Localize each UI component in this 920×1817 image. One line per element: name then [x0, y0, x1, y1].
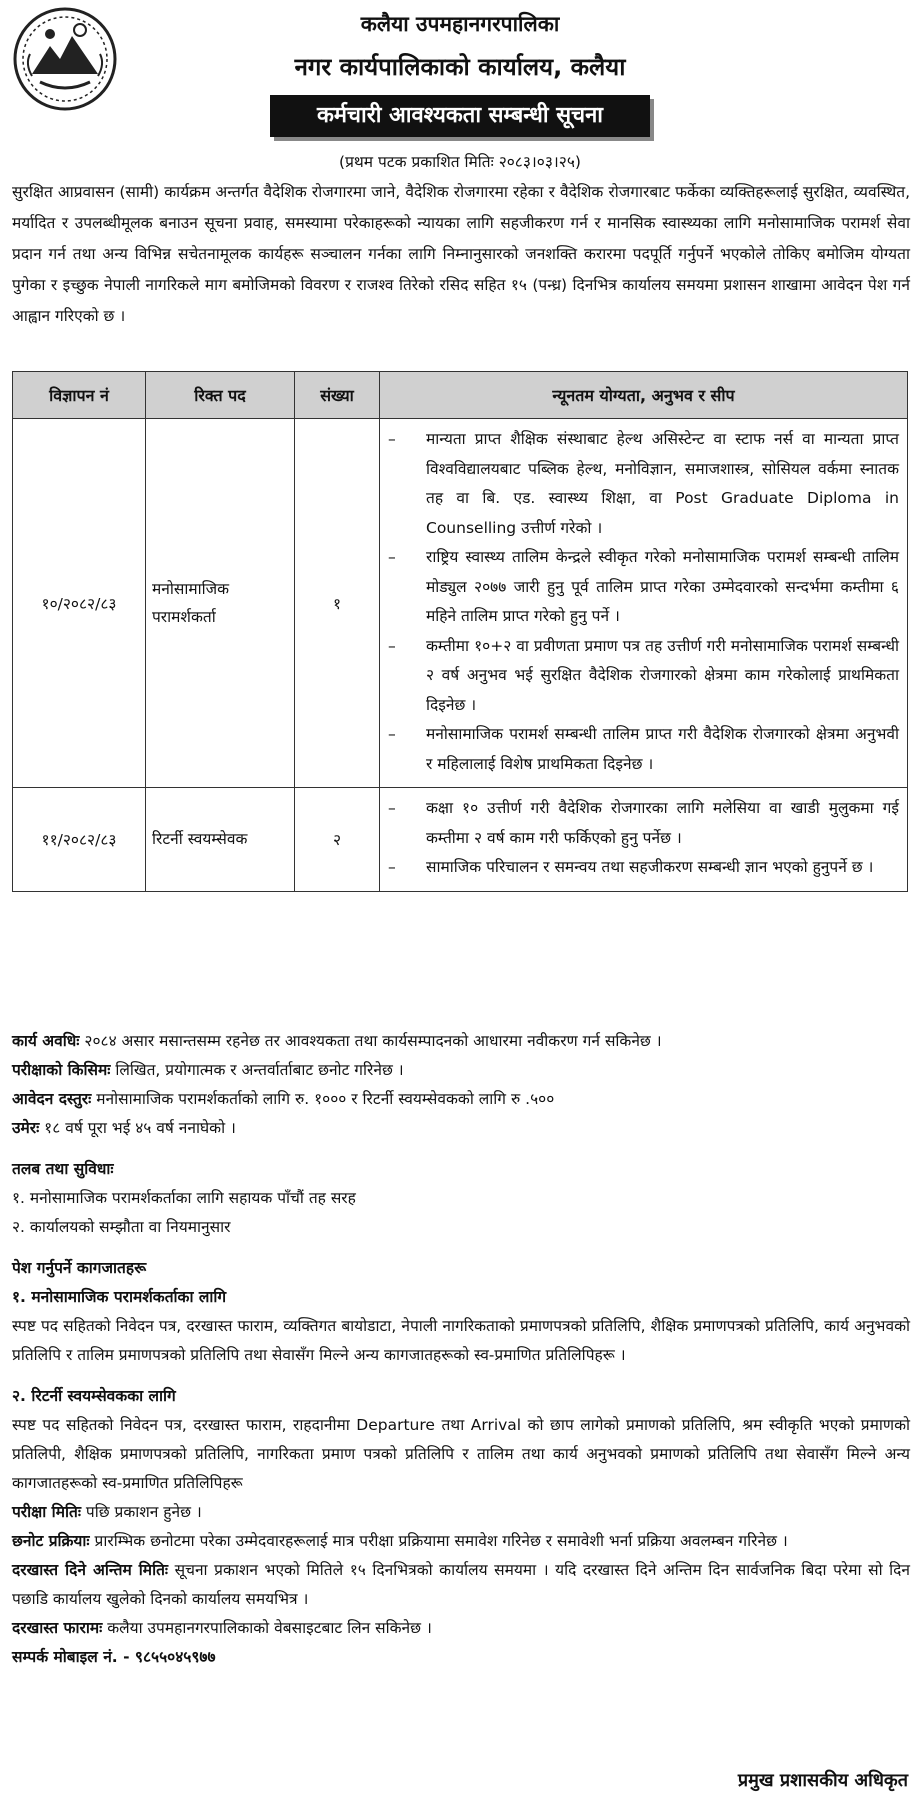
table-row	[13, 788, 908, 892]
header-post: रिक्त पद	[146, 372, 295, 419]
qualification-cell	[380, 788, 908, 892]
exam-type: परीक्षाको किसिमः लिखित, प्रयोगात्मक र अन्तर्वार्ताबाट छनोट गरिनेछ ।	[12, 1061, 404, 1079]
qualification-item: – कक्षा १० उत्तीर्ण गरी वैदेशिक रोजगारका लागि मलेसिया वा खाडी मुलुकमा गई कम्तीमा २ वर्ष काम गरी फर्किएको हुनु पर्नेछ ।	[388, 799, 899, 847]
municipality-name: कलैया उपमहानगरपालिका	[360, 12, 560, 36]
documents-1-title: १. मनोसामाजिक परामर्शकर्ताका लागि	[12, 1288, 227, 1306]
selection-process: छनोट प्रक्रियाः प्रारम्भिक छनोटमा परेका उम्मेदवारहरूलाई मात्र परीक्षा प्रक्रियामा समावेश गरिनेछ र समावेशी भर्ना प्रक्रिया अवलम्बन गरिनेछ ।	[12, 1532, 788, 1550]
age-limit: उमेरः १८ वर्ष पूरा भई ४५ वर्ष ननाघेको ।	[12, 1119, 236, 1137]
contact-mobile: सम्पर्क मोबाइल नं. - ९८५५०४५९७७	[12, 1648, 216, 1666]
qualification-item: – मनोसामाजिक परामर्श सम्बन्धी तालिम प्राप्त गरी वैदेशिक रोजगारको क्षेत्रमा अनुभवी र महिलालाई विशेष प्राथमिकता दिइनेछ ।	[388, 725, 899, 773]
count-cell: २	[295, 788, 380, 892]
ad-no-cell: ११/२०८२/८३	[13, 788, 146, 892]
salary-item: १. मनोसामाजिक परामर्शकर्ताका लागि सहायक पाँचौं तह सरह	[12, 1189, 356, 1207]
documents-heading: पेश गर्नुपर्ने कागजातहरू	[12, 1259, 147, 1277]
qualification-cell	[380, 419, 908, 788]
work-duration: कार्य अवधिः २०८४ असार मसान्तसम्म रहनेछ तर आवश्यकता तथा कार्यसम्पादनको आधारमा नवीकरण गर्न सकिनेछ ।	[12, 1032, 662, 1050]
application-fee: आवेदन दस्तुरः मनोसामाजिक परामर्शकर्ताको लागि रु. १००० र रिटर्नी स्वयम्सेवकको लागि रु .५००	[12, 1090, 555, 1108]
intro-paragraph: सुरक्षित आप्रवासन (सामी) कार्यक्रम अन्तर्गत वैदेशिक रोजगारमा जाने, वैदेशिक रोजगारमा रहेका र वैदेशिक रोजगारबाट फर्केका व्यक्तिहरूलाई सुरक्षित, व्यवस्थित, मर्यादित र उपलब्धीमूलक बनाउन सूचना प्रवाह, समस्यामा परेकाहरूको न्यायका लागि सहजीकरण गर्न र मानसिक स्वास्थ्यका लागि मनोसामाजिक परामर्श सेवा प्रदान गर्न तथा अन्य विभिन्न सचेतनामूलक कार्यहरू सञ्चालन गर्नका लागि निम्नानुसारको जनशक्ति करारमा पदपूर्ति गर्नुपर्ने भएकोले तोकिए बमोजिम योग्यता पुगेका र इच्छुक नेपाली नागरिकले माग बमोजिमको विवरण र राजश्व तिरेको रसिद सहित १५ (पन्ध्र) दिनभित्र कार्यालय समयमा प्रशासन शाखामा आवेदन पेश गर्न आह्वान गरिएको छ ।	[12, 183, 910, 325]
salary-item: २. कार्यालयको सम्झौता वा नियमानुसार	[12, 1218, 231, 1236]
vacancy-table	[12, 371, 908, 892]
documents-2-title: २. रिटर्नी स्वयम्सेवकका लागि	[12, 1387, 176, 1405]
post-cell: रिटर्नी स्वयम्सेवक	[146, 788, 295, 892]
notice-title-banner: कर्मचारी आवश्यकता सम्बन्धी सूचना	[270, 95, 650, 137]
documents-1-text: स्पष्ट पद सहितको निवेदन पत्र, दरखास्त फाराम, व्यक्तिगत बायोडाटा, नेपाली नागरिकताको प्रमाणपत्रको प्रतिलिपि, शैक्षिक प्रमाणपत्रको प्रतिलिपि, कार्य अनुभवको प्रतिलिपि र तालिम प्रमाणपत्रको प्रतिलिपि तथा सेवासँग मिल्ने अन्य कागजातहरूको स्व-प्रमाणित प्रतिलिपिहरू ।	[12, 1317, 910, 1364]
salary-heading: तलब तथा सुविधाः	[12, 1160, 114, 1178]
header-ad-no: विज्ञापन नं	[13, 372, 146, 419]
table-header-row	[13, 372, 908, 419]
header-count: संख्या	[295, 372, 380, 419]
qualification-item: – राष्ट्रिय स्वास्थ्य तालिम केन्द्रले स्वीकृत गरेको मनोसामाजिक परामर्श सम्बन्धी तालिम मोड्युल २०७७ जारी हुनु पूर्व तालिम प्राप्त गरेका उम्मेदवारको सन्दर्भमा कम्तीमा ६ महिने तालिम प्राप्त गरेको हुनु पर्ने ।	[388, 548, 899, 625]
terms-section	[12, 1027, 910, 1672]
ad-no-cell: १०/२०८२/८३	[13, 419, 146, 788]
qualification-item: – कम्तीमा १०+२ वा प्रवीणता प्रमाण पत्र तह उत्तीर्ण गरी मनोसामाजिक परामर्श सम्बन्धी २ वर्ष अनुभव भई सुरक्षित वैदेशिक रोजगारको क्षेत्रमा काम गरेकोलाई प्राथमिकता दिइनेछ ।	[388, 636, 899, 714]
documents-2-text: स्पष्ट पद सहितको निवेदन पत्र, दरखास्त फाराम, राहदानीमा Departure तथा Arrival को छाप लागेको प्रमाणको प्रतिलिपि, श्रम स्वीकृति भएको प्रमाणको प्रतिलिपी, शैक्षिक प्रमाणपत्रको प्रतिलिपि, नागरिकता प्रमाण पत्रको प्रतिलिपि र तालिम तथा कार्य अनुभवको प्रमाणको प्रतिलिपि तथा सेवासँग मिल्ने अन्य कागजातहरूको स्व-प्रमाणित प्रतिलिपिहरू	[12, 1416, 910, 1492]
signatory-title: प्रमुख प्रशासकीय अधिकृत	[737, 1770, 908, 1791]
office-name: नगर कार्यपालिकाको कार्यालय, कलैया	[294, 53, 626, 81]
published-date: (प्रथम पटक प्रकाशित मितिः २०८३।०३।२५)	[339, 153, 581, 171]
qualification-item: – सामाजिक परिचालन र समन्वय तथा सहजीकरण सम्बन्धी ज्ञान भएको हुनुपर्ने छ ।	[388, 858, 874, 876]
application-form: दरखास्त फारामः कलैया उपमहानगरपालिकाको वेबसाइटबाट लिन सकिनेछ ।	[12, 1619, 432, 1637]
application-deadline: दरखास्त दिने अन्तिम मितिः सूचना प्रकाशन भएको मितिले १५ दिनभित्रको कार्यालय समयमा । यदि दरखास्त दिने अन्तिम दिन सार्वजनिक बिदा परेमा सो दिन पछाडि कार्यालय खुलेको दिनको कार्यालय समयभित्र ।	[12, 1561, 910, 1608]
header-qualification: न्यूनतम योग्यता, अनुभव र सीप	[380, 372, 908, 419]
post-cell: मनोसामाजिक परामर्शकर्ता	[146, 419, 295, 788]
exam-date: परीक्षा मितिः पछि प्रकाशन हुनेछ ।	[12, 1503, 202, 1521]
qualification-item: – मान्यता प्राप्त शैक्षिक संस्थाबाट हेल्थ असिस्टेन्ट वा स्टाफ नर्स वा मान्यता प्राप्त विश्वविद्यालयबाट पब्लिक हेल्थ, मनोविज्ञान, समाजशास्त्र, सोसियल वर्कमा स्नातक तह वा बि. एड. स्वास्थ्य शिक्षा, वा Post Graduate Diploma in Counselling उत्तीर्ण गरेको ।	[388, 430, 899, 537]
count-cell: १	[295, 419, 380, 788]
notice-header	[0, 0, 920, 150]
table-row	[13, 419, 908, 788]
